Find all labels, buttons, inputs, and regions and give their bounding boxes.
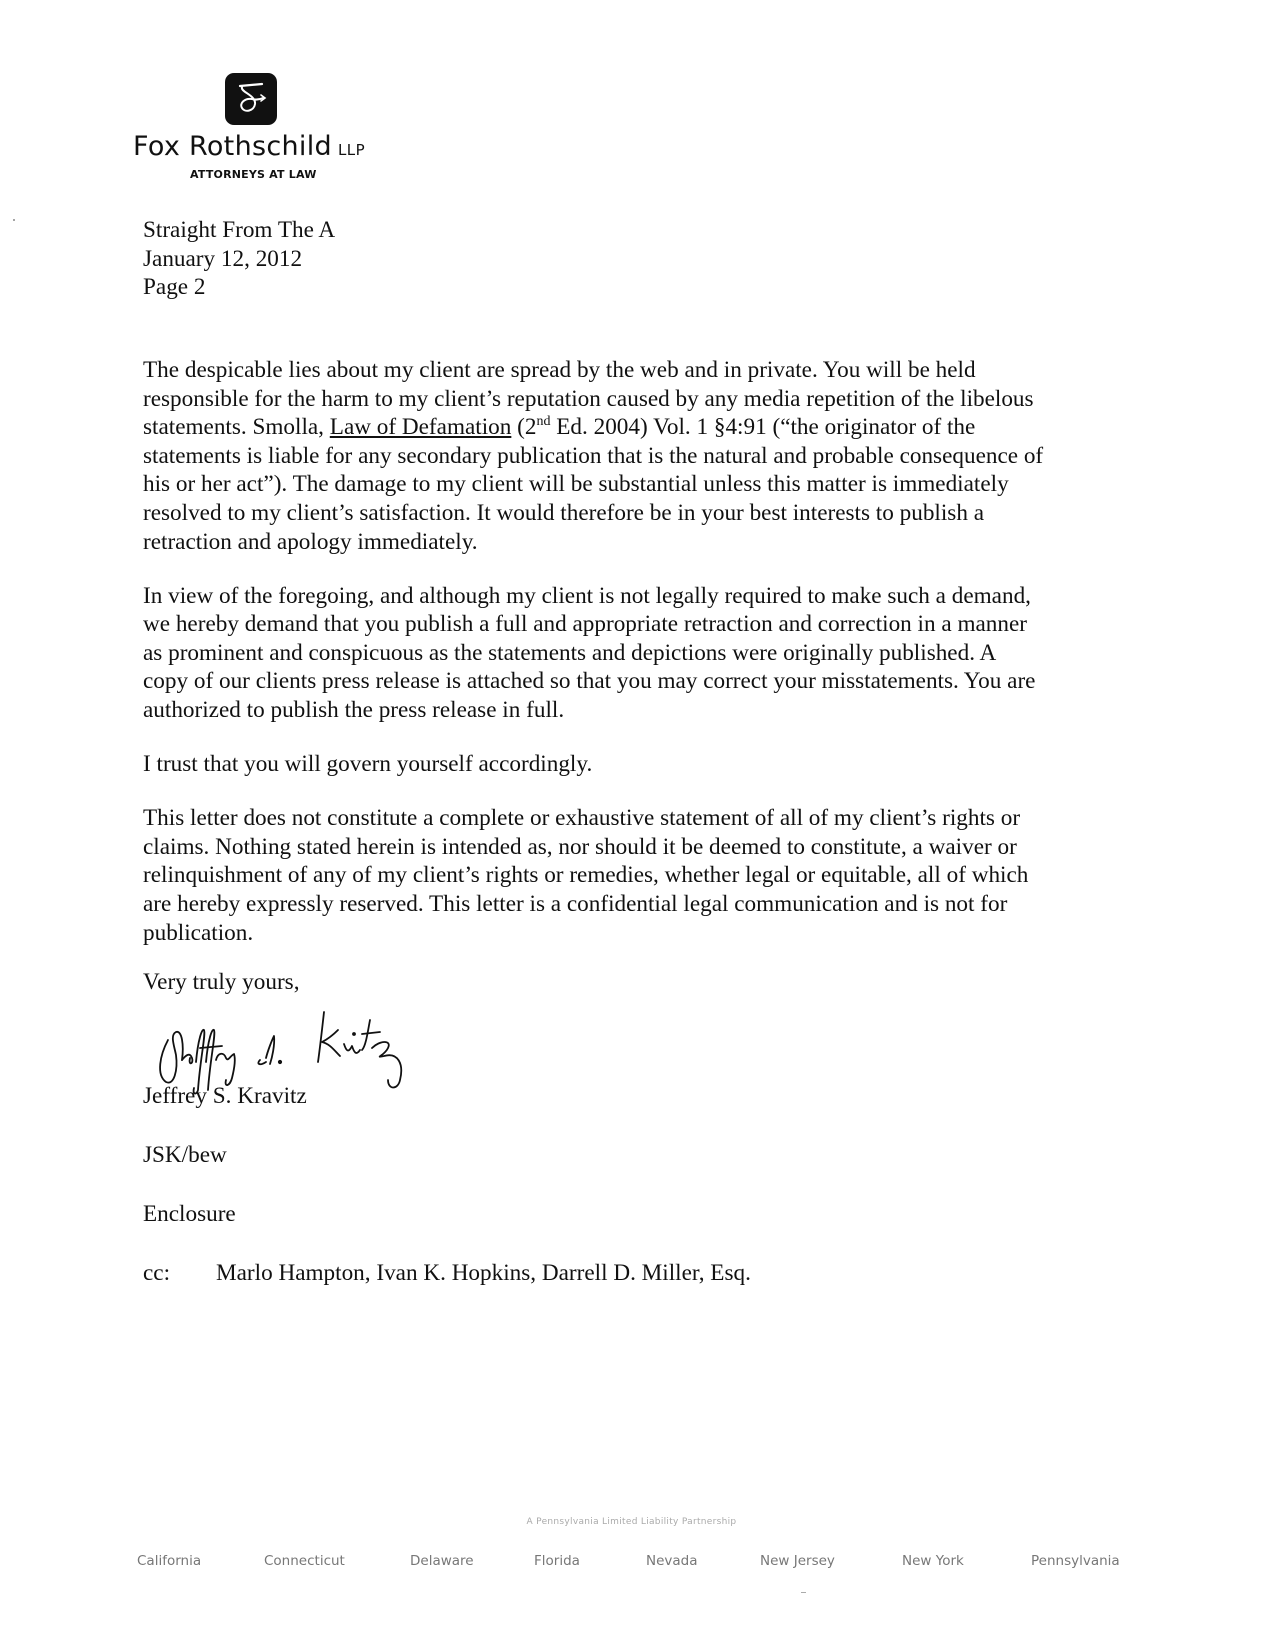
paragraph-line: are hereby expressly reserved. This letter is a confidential legal communication and is not for bbox=[143, 891, 1008, 917]
paragraph-line: In view of the foregoing, and although my client is not legally required to make such a demand, bbox=[143, 582, 1031, 609]
paragraph-line: claims. Nothing stated herein is intended as, nor should it be deemed to constitute, a waiver or bbox=[143, 833, 1017, 860]
recipient-line: Straight From The A bbox=[143, 217, 336, 243]
cc-label: cc: bbox=[143, 1260, 171, 1286]
paragraph-line: The despicable lies about my client are spread by the web and in private. You will be held bbox=[143, 357, 976, 383]
footer-state: Delaware bbox=[410, 1553, 474, 1569]
letter-body bbox=[143, 356, 1118, 973]
paragraph-1 bbox=[143, 356, 1118, 556]
footer-state: New Jersey bbox=[760, 1553, 835, 1569]
paragraph-line: retraction and apology immediately. bbox=[143, 528, 478, 555]
valediction: Very truly yours, bbox=[143, 969, 300, 995]
footer-state: Nevada bbox=[646, 1553, 698, 1569]
paragraph-3 bbox=[143, 750, 1118, 779]
paragraph-line: we hereby demand that you publish a full and appropriate retraction and correction in a manner bbox=[143, 611, 1028, 638]
letter-header bbox=[143, 216, 335, 302]
paragraph-line: relinquishment of any of my client’s rights or remedies, whether legal or equitable, all of which bbox=[143, 862, 1029, 889]
footer-state: California bbox=[137, 1553, 202, 1569]
footer-office-states bbox=[0, 1553, 1263, 1573]
enclosure-note: Enclosure bbox=[143, 1201, 236, 1227]
fox-rothschild-logo-icon bbox=[225, 73, 277, 125]
typist-initials: JSK/bew bbox=[143, 1142, 227, 1168]
signer-name: Jeffrey S. Kravitz bbox=[143, 1083, 307, 1109]
paragraph-line: publication. bbox=[143, 919, 254, 946]
footer-state: Florida bbox=[534, 1553, 580, 1569]
paragraph-line: his or her act”). The damage to my client will be substantial unless this matter is immediately bbox=[143, 471, 1009, 498]
firm-name-text: Fox Rothschild bbox=[133, 131, 332, 162]
citation-superscript: nd bbox=[536, 414, 551, 430]
paragraph-2 bbox=[143, 582, 1118, 725]
cc-recipients: Marlo Hampton, Ivan K. Hopkins, Darrell D. Miller, Esq. bbox=[216, 1260, 751, 1286]
firm-tagline: ATTORNEYS AT LAW bbox=[190, 168, 317, 181]
footer-partnership: A Pennsylvania Limited Liability Partnership bbox=[526, 1517, 737, 1527]
paragraph-line: I trust that you will govern yourself accordingly. bbox=[143, 751, 593, 778]
paragraph-line: responsible for the harm to my client’s reputation caused by any media repetition of the libelous bbox=[143, 385, 1034, 412]
paragraph-line: This letter does not constitute a complete or exhaustive statement of all of my client’s rights or bbox=[143, 805, 1021, 832]
citation-pre: statements. Smolla, bbox=[143, 414, 330, 441]
paragraph-line: resolved to my client’s satisfaction. It would therefore be in your best interests to publish a bbox=[143, 499, 984, 526]
footer-state: Pennsylvania bbox=[1031, 1553, 1120, 1569]
footer-state: New York bbox=[902, 1553, 964, 1569]
citation-title: Law of Defamation bbox=[329, 414, 512, 441]
paragraph-4 bbox=[143, 804, 1118, 947]
paragraph-line: as prominent and conspicuous as the statements and depictions were originally published. A bbox=[143, 639, 997, 666]
handwritten-signature-icon bbox=[148, 1000, 448, 1095]
paragraph-line: copy of our clients press release is attached so that you may correct your misstatements. You are bbox=[143, 668, 1036, 695]
footer-state: Connecticut bbox=[264, 1553, 345, 1569]
paragraph-line: authorized to publish the press release in full. bbox=[143, 697, 565, 724]
paragraph-line: statements is liable for any secondary publication that is the natural and probable consequence of bbox=[143, 442, 1044, 469]
firm-suffix: LLP bbox=[337, 141, 366, 159]
date-line: January 12, 2012 bbox=[143, 245, 303, 272]
page-number: Page 2 bbox=[143, 274, 206, 301]
citation-paren: (2 bbox=[511, 414, 537, 441]
scan-speck bbox=[13, 219, 15, 221]
citation-post: Ed. 2004) Vol. 1 §4:91 (“the originator of the bbox=[550, 414, 976, 441]
scan-speck bbox=[801, 1592, 806, 1593]
firm-name bbox=[133, 131, 365, 162]
paragraph-line-citation bbox=[143, 413, 1118, 442]
